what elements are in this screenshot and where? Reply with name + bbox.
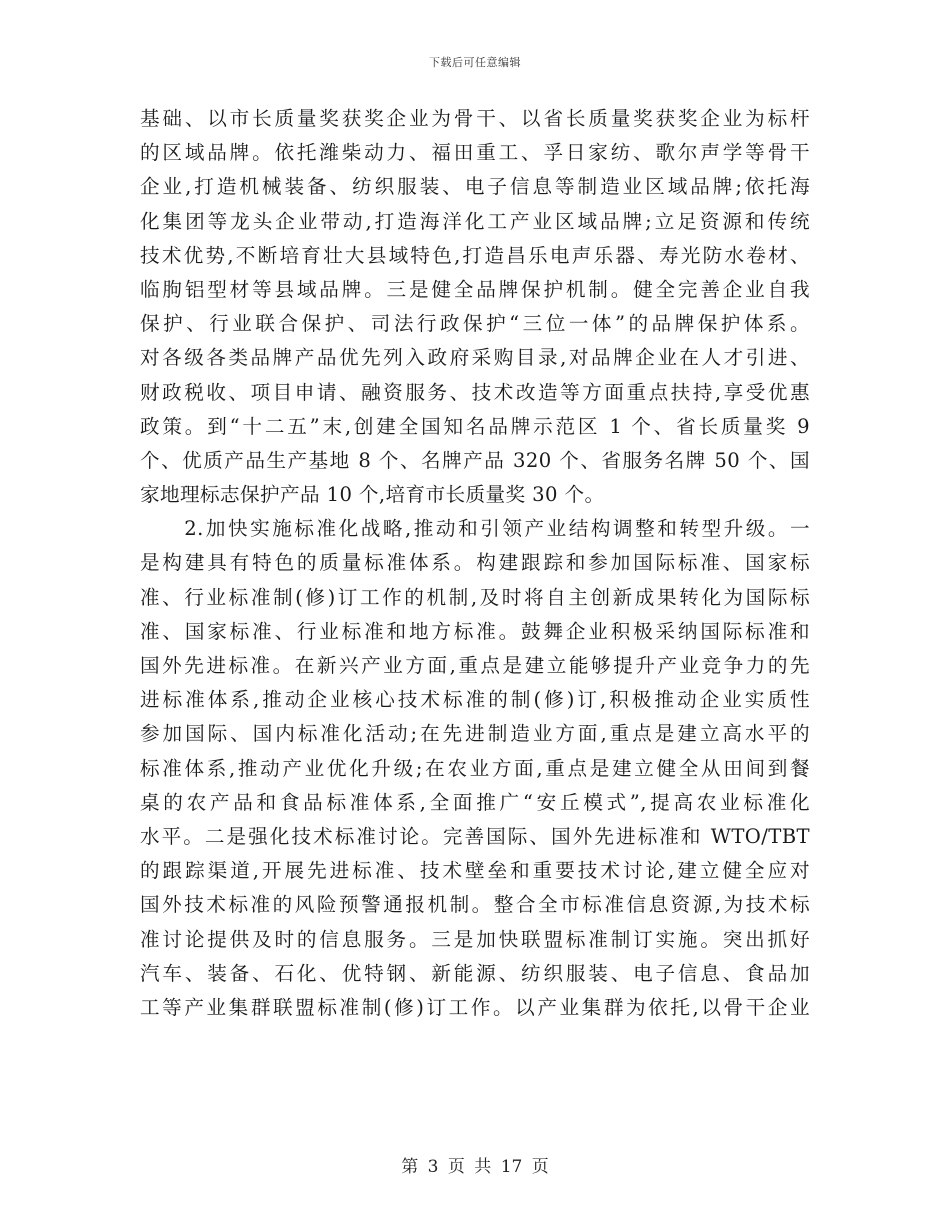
page-header: 下载后可任意编辑: [429, 56, 521, 69]
text-line: 国外技术标准的风险预警通报机制。整合全市标准信息资源,为技术标: [140, 893, 810, 917]
text-line: 财政税收、项目申请、融资服务、技术改造等方面重点扶持,享受优惠: [140, 380, 810, 404]
text-line: 参加国际、国内标准化活动;在先进制造业方面,重点是建立高水平的: [140, 722, 810, 746]
text-line: 化集团等龙头企业带动,打造海洋化工产业区域品牌;立足资源和传统: [140, 209, 810, 233]
text-line: 基础、以市长质量奖获奖企业为骨干、以省长质量奖获奖企业为标杆: [140, 107, 810, 130]
text-line: 政策。到“十二五”末,创建全国知名品牌示范区 1 个、省长质量奖 9: [140, 414, 810, 438]
text-line: 水平。二是强化技术标准讨论。完善国际、国外先进标准和 WTO/TBT: [140, 824, 810, 848]
text-line: 的跟踪渠道,开展先进标准、技术壁垒和重要技术讨论,建立健全应对: [140, 859, 810, 883]
text-line: 工等产业集群联盟标准制(修)订工作。以产业集群为依托,以骨干企业: [140, 995, 810, 1019]
paragraph-end-line: 家地理标志保护产品 10 个,培育市长质量奖 30 个。: [140, 483, 605, 507]
text-line: 企业,打造机械装备、纺织服装、电子信息等制造业区域品牌;依托海: [140, 175, 810, 199]
text-line: 准、国家标准、行业标准和地方标准。鼓舞企业积极采纳国际标准和: [140, 619, 810, 643]
document-body: [140, 102, 810, 1025]
text-line: 汽车、装备、石化、优特钢、新能源、纺织服装、电子信息、食品加: [140, 961, 810, 985]
text-line: 桌的农产品和食品标准体系,全面推广“安丘模式”,提高农业标准化: [140, 790, 810, 814]
text-line: 是构建具有特色的质量标准体系。构建跟踪和参加国际标准、国家标: [140, 551, 810, 575]
text-line: 临朐铝型材等县域品牌。三是健全品牌保护机制。健全完善企业自我: [140, 277, 810, 301]
text-line: 保护、行业联合保护、司法行政保护“三位一体”的品牌保护体系。: [140, 312, 810, 336]
text-line: 技术优势,不断培育壮大县域特色,打造昌乐电声乐器、寿光防水卷材、: [140, 243, 810, 267]
text-line: 准讨论提供及时的信息服务。三是加快联盟标准制订实施。突出抓好: [140, 927, 810, 951]
text-line: 国外先进标准。在新兴产业方面,重点是建立能够提升产业竞争力的先: [140, 654, 810, 677]
text-line: 个、优质产品生产基地 8 个、名牌产品 320 个、省服务名牌 50 个、国: [140, 448, 810, 472]
text-line: 对各级各类品牌产品优先列入政府采购目录,对品牌企业在人才引进、: [140, 346, 810, 370]
text-line: 的区域品牌。依托潍柴动力、福田重工、孚日家纺、歌尔声学等骨干: [140, 141, 810, 165]
text-line: 进标准体系,推动企业核心技术标准的制(修)订,积极推动企业实质性: [140, 688, 810, 712]
text-line: 2.加快实施标准化战略,推动和引领产业结构调整和转型升级。一: [140, 517, 810, 541]
page-number: 第 3 页 共 17 页: [401, 1157, 549, 1177]
text-line: 标准体系,推动产业优化升级;在农业方面,重点是建立健全从田间到餐: [140, 756, 810, 780]
text-line: 准、行业标准制(修)订工作的机制,及时将自主创新成果转化为国际标: [140, 585, 810, 609]
